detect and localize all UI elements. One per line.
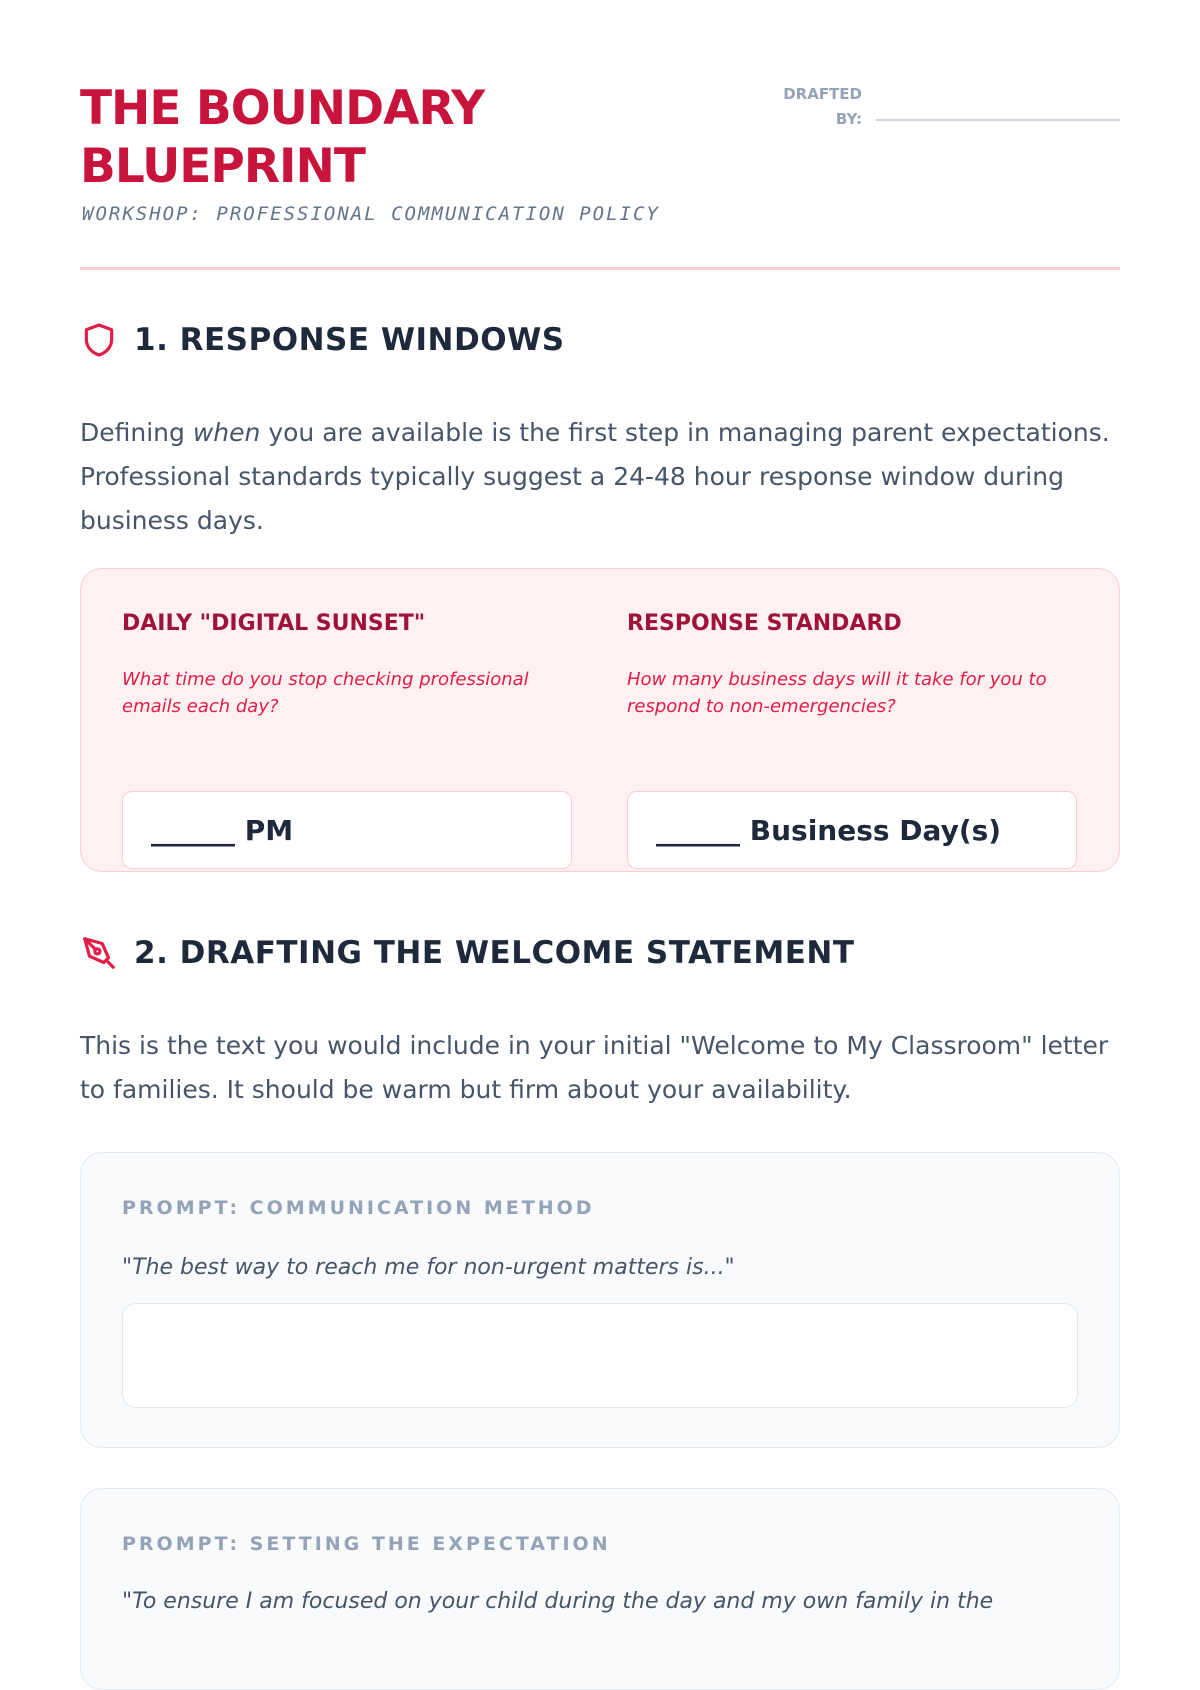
page-header (80, 0, 1120, 270)
intro-text: Defining (80, 418, 193, 447)
section-2-heading-row (80, 934, 854, 972)
shield-icon (80, 321, 118, 359)
prompt-label: PROMPT: SETTING THE EXPECTATION (122, 1533, 611, 1555)
drafted-by-line[interactable] (876, 119, 1120, 121)
page-title: THE BOUNDARY BLUEPRINT (80, 81, 485, 194)
header-divider (80, 267, 1120, 270)
prompt-card-communication-method (80, 1152, 1120, 1448)
communication-method-answer-input[interactable] (122, 1303, 1078, 1408)
section-1-title: 1. RESPONSE WINDOWS (134, 322, 565, 358)
response-standard-prompt: How many business days will it take for you to respond to non-emergencies? (627, 669, 1047, 717)
response-standard-title: RESPONSE STANDARD (627, 611, 902, 636)
page-subtitle: WORKSHOP: PROFESSIONAL COMMUNICATION POLICY (82, 203, 660, 225)
section-2-intro: This is the text you would include in your initial "Welcome to My Classroom" letter to families. It should be warm but firm about your availability. (80, 1031, 1109, 1104)
section-1-intro (80, 411, 1120, 543)
digital-sunset-title: DAILY "DIGITAL SUNSET" (122, 611, 426, 636)
prompt-label: PROMPT: COMMUNICATION METHOD (122, 1197, 595, 1219)
response-standard-column (627, 611, 1079, 847)
response-windows-card (80, 568, 1120, 872)
digital-sunset-column (122, 611, 574, 847)
prompt-card-setting-expectation (80, 1488, 1120, 1690)
pen-nib-icon (80, 934, 118, 972)
response-standard-input[interactable]: ______ Business Day(s) (627, 791, 1077, 869)
digital-sunset-prompt: What time do you stop checking professional emails each day? (122, 669, 529, 717)
policy-worksheet (80, 0, 1120, 1614)
drafted-by-label: DRAFTED BY: (783, 85, 862, 128)
prompt-quote: "To ensure I am focused on your child during the day and my own family in the (122, 1589, 994, 1614)
digital-sunset-input[interactable]: ______ PM (122, 791, 572, 869)
prompt-quote: "The best way to reach me for non-urgent matters is..." (122, 1255, 735, 1280)
section-2-title: 2. DRAFTING THE WELCOME STATEMENT (134, 935, 855, 971)
intro-emphasis: when (192, 418, 261, 447)
section-1-heading-row (80, 321, 565, 359)
intro-text-continued: you are available is the first step in managing parent expectations. Professional standards typically suggest a 24-48 hour response window during business days. (80, 418, 1110, 535)
drafted-by-field[interactable] (780, 80, 1120, 130)
